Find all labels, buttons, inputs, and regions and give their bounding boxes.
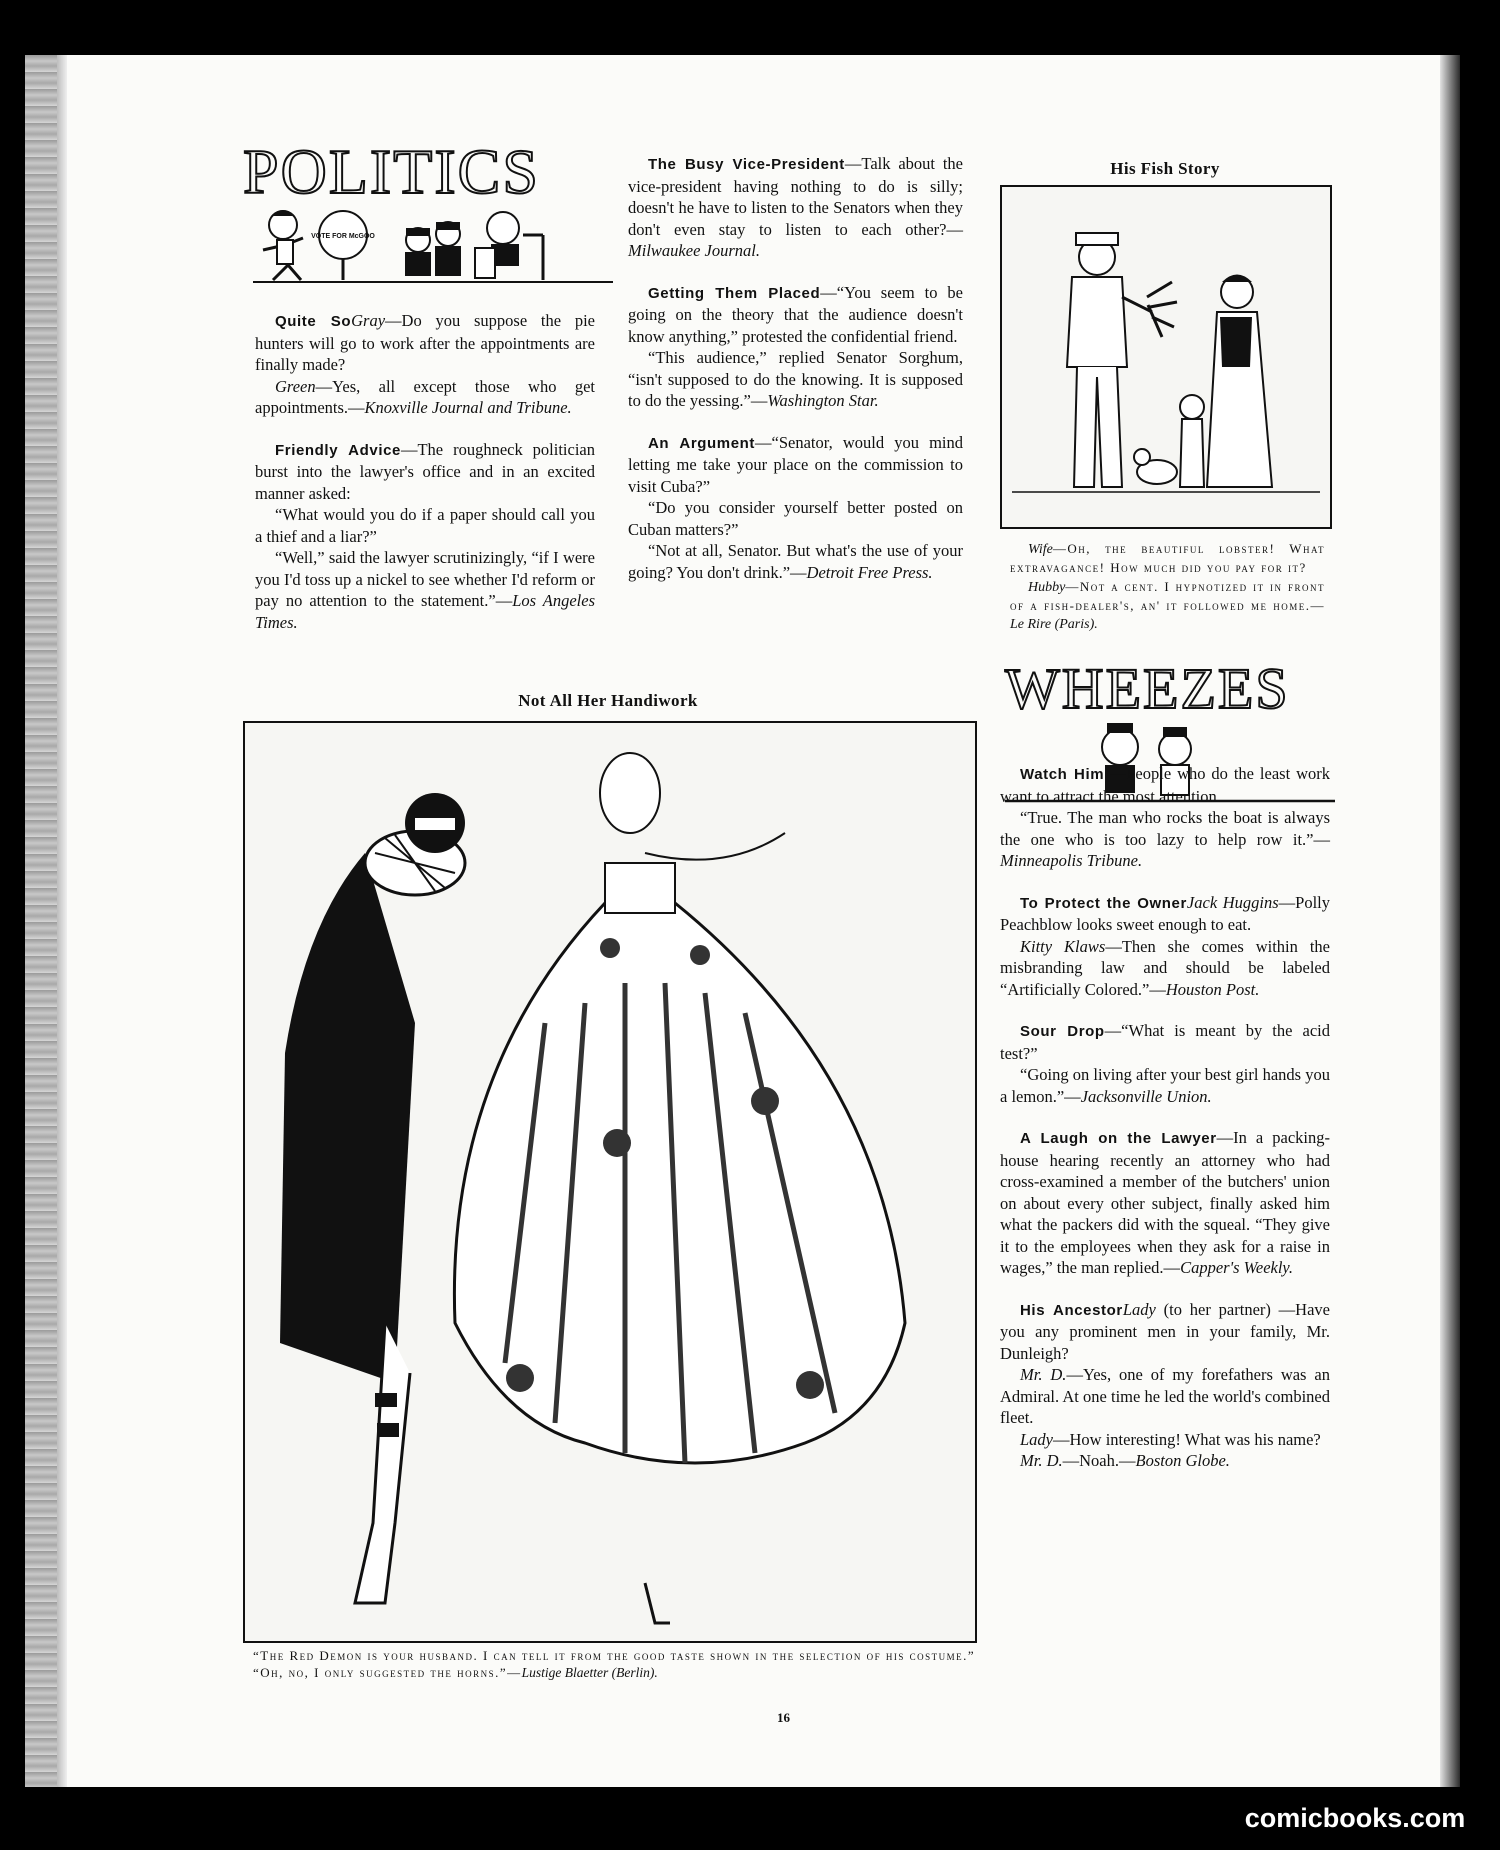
speaker: Wife (1028, 542, 1053, 557)
article-sour-drop (1000, 1020, 1330, 1107)
heading-quite-so: Quite So (275, 313, 352, 330)
heading-ancestor: His Ancestor (1020, 1301, 1123, 1319)
politicians-cartoon (243, 130, 623, 290)
spine-shadow (57, 55, 67, 1787)
paragraph: “Do you consider yourself better posted on Cuban matters?” (628, 498, 963, 539)
paragraph: —Do you suppose the pie hunters will go to work after the appointments are finally made? (255, 311, 595, 374)
paragraph: —“Senator, would you mind letting me take your place on the commission to visit Cuba?” (628, 432, 963, 496)
heading-watch-him: Watch Him! (1020, 766, 1110, 783)
magazine-page (25, 55, 1460, 1787)
paragraph: —Talk about the vice-president having nothing to do is silly; doesn't he have to listen to the Senators when they don't even stay to listen to each other?— (628, 154, 964, 239)
article-busy-vp (628, 153, 963, 262)
handiwork-caption (235, 1647, 980, 1681)
pierrot-drawing (245, 723, 975, 1641)
paragraph: “Not at all, Senator. But what's the use of your going? You don't drink.”— (628, 541, 963, 582)
speaker: Hubby (1028, 580, 1066, 595)
speaker: Green (275, 376, 316, 396)
handiwork-illustration (243, 721, 977, 1643)
source-credit: Capper's Weekly. (1180, 1258, 1293, 1277)
article-quite-so (255, 310, 595, 419)
dialogue: “Oh, no, I only suggested the horns.”— (253, 1665, 522, 1680)
speaker: Kitty Klaws (1020, 936, 1106, 956)
source-credit: Jacksonville Union. (1080, 1086, 1212, 1106)
source-credit: Washington Star. (767, 391, 879, 410)
paragraph: —The roughneck politician burst into the lawyer's office and in an excited manner asked: (255, 439, 595, 503)
heading-busy-vp: The Busy Vice-President (648, 156, 845, 173)
paragraph: (to her partner) —Have you any prominent men in your family, Mr. Dunleigh? (1000, 1299, 1330, 1363)
speaker: Lady (1122, 1299, 1156, 1319)
speaker: Gray (351, 311, 386, 330)
article-ancestor (1000, 1299, 1330, 1472)
speaker: Mr. D. (1020, 1365, 1067, 1384)
paragraph: —Noah.— (1062, 1451, 1136, 1470)
article-watch-him (1000, 763, 1330, 872)
book-spine (25, 55, 57, 1787)
source-credit: Boston Globe. (1135, 1451, 1230, 1470)
paragraph: “Going on living after your best girl hands you a lemon.”— (1000, 1065, 1330, 1106)
paragraph: —Polly Peachblow looks sweet enough to eat. (1000, 892, 1330, 934)
heading-friendly-advice: Friendly Advice (275, 441, 401, 459)
source-credit: Minneapolis Tribune. (1000, 851, 1143, 870)
paragraph: —In a packing-house hearing recently an attorney who had cross-examined a member of the butchers' union on about every other subject, finally asked him what the packers did with the squeal. “They give it to the employees when they ask for a raise in wages,” the man replied.— (1000, 1128, 1330, 1277)
paragraph: “True. The man who rocks the boat is always the one who is too lazy to help row it.”— (1000, 808, 1330, 849)
paragraph: —“You seem to be going on the theory that the audience doesn't know anything,” protested the confidential friend. (628, 282, 963, 346)
paragraph: —“What is meant by the acid test?” (1000, 1021, 1330, 1063)
column-2 (628, 153, 963, 603)
dialogue: “The Red Demon is your husband. I can tell it from the good taste shown in the selection of his costume.” (253, 1648, 976, 1663)
dialogue: —Oh, the beautiful lobster! What extravagance! How much did you pay for it? (1010, 541, 1325, 575)
source-credit: Houston Post. (1165, 979, 1260, 999)
source-credit: Knoxville Journal and Tribune. (364, 398, 572, 417)
speaker: Jack Huggins (1186, 892, 1279, 912)
paragraph: “What would you do if a paper should call you a thief and a liar?” (255, 505, 595, 546)
source-credit: Lustige Blaetter (Berlin). (521, 1665, 658, 1680)
heading-argument: An Argument (648, 434, 756, 452)
article-getting-placed (628, 282, 963, 412)
article-laugh-lawyer (1000, 1127, 1330, 1279)
wheezes-title: WHEEZES (1005, 656, 1290, 721)
fish-story-cartoon (1000, 185, 1332, 529)
paragraph: “This audience,” replied Senator Sorghum, “isn't supposed to do the knowing. It is supposed to do the yessing.”— (628, 348, 963, 410)
paragraph: —Yes, one of my forefathers was an Admiral. At one time he led the world's combined fleet. (1000, 1365, 1330, 1427)
vote-sign-text: VOTE FOR McGOO (311, 233, 375, 240)
fish-story-title: His Fish Story (1110, 159, 1220, 178)
heading-getting-placed: Getting Them Placed (648, 284, 821, 302)
article-friendly-advice (255, 439, 595, 634)
paragraph: —People who do the least work want to attract the most attention. (1000, 764, 1330, 806)
source-credit: Milwaukee Journal. (628, 241, 760, 260)
paragraph: —Yes, all except those who get appointments.— (255, 376, 595, 417)
heading-laugh-lawyer: A Laugh on the Lawyer (1020, 1130, 1217, 1147)
article-protect-owner (1000, 892, 1330, 1001)
page-edge (1440, 55, 1460, 1787)
speaker: Mr. D. (1020, 1451, 1063, 1470)
dialogue: —Not a cent. I hypnotized it in front of a fish-dealer's, an' it followed me home.— (1010, 579, 1325, 613)
politics-title: POLITICS (243, 136, 540, 207)
fish-story-drawing (1002, 187, 1330, 527)
heading-protect-owner: To Protect the Owner (1020, 894, 1187, 912)
politics-header (243, 130, 623, 290)
fish-story-caption (1010, 540, 1325, 634)
heading-sour-drop: Sour Drop (1020, 1023, 1105, 1040)
watermark-logo: comicbooks.com (1244, 1803, 1466, 1833)
source-credit: Le Rire (Paris). (1010, 617, 1098, 632)
speaker: Lady (1020, 1429, 1053, 1449)
page-number: 16 (777, 1710, 790, 1725)
paragraph: “Well,” said the lawyer scrutinizingly, “if I were you I'd toss up a nickel to see whether I'd reform or pay no attention to the statement.”— (255, 548, 595, 610)
column-1 (255, 310, 595, 653)
column-3 (1000, 763, 1330, 1492)
source-credit: Detroit Free Press. (806, 562, 933, 582)
handiwork-title: Not All Her Handiwork (518, 691, 698, 710)
article-argument (628, 432, 963, 584)
paragraph: —How interesting! What was his name? (1053, 1429, 1321, 1449)
paragraph: —Then she comes within the misbranding law and should be labeled “Artificially Colored.”— (1000, 936, 1330, 999)
source-credit: Los Angeles Times. (255, 591, 595, 632)
